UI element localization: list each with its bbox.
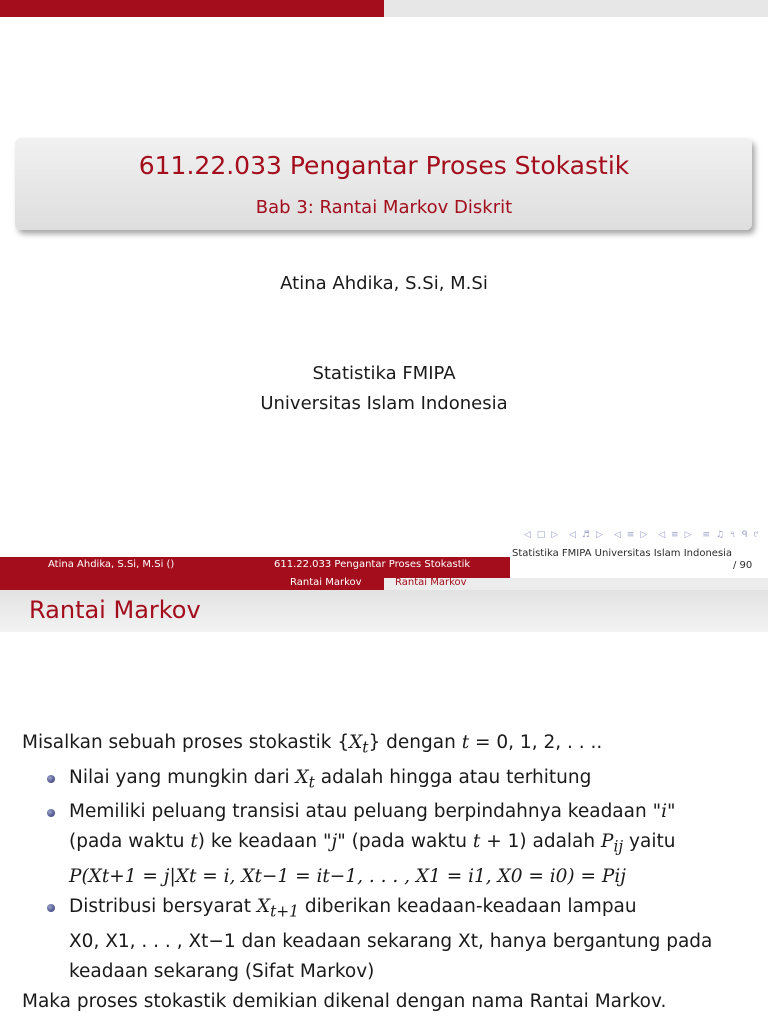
footer-author: Atina Ahdika, S.Si, M.Si () bbox=[48, 559, 175, 570]
b2-text-b: ) ke keadaan " bbox=[197, 831, 332, 853]
nav-forward-icon[interactable]: ৭ bbox=[730, 530, 738, 540]
intro-text-a: Misalkan sebuah proses stokastik { bbox=[22, 732, 350, 753]
b2-text-c: " (pada waktu bbox=[337, 831, 473, 853]
b1-text-d: adalah hingga atau terhitung bbox=[314, 766, 592, 788]
section-bar bbox=[0, 578, 768, 590]
slide-subtitle: Bab 3: Rantai Markov Diskrit bbox=[255, 197, 513, 218]
nav-section-prev-icon[interactable]: ◁ bbox=[613, 530, 623, 540]
intro-line bbox=[22, 728, 752, 763]
slide-title: 611.22.033 Pengantar Proses Stokastik bbox=[138, 151, 630, 180]
conclusion-text: Maka proses stokastik demikian dikenal dengan nama Rantai Markov. bbox=[22, 990, 667, 1012]
b2-var-p: P bbox=[601, 831, 614, 853]
intro-var-t: t bbox=[461, 732, 470, 753]
b2-quote-end: " bbox=[667, 801, 676, 823]
intro-sub-t: t bbox=[362, 738, 369, 757]
nav-doc-prev-icon[interactable]: ◁ bbox=[658, 530, 668, 540]
b2-line1: Memiliki peluang transisi atau peluang berpindahnya keadaan " bbox=[69, 801, 662, 823]
frame-content bbox=[22, 728, 752, 1017]
nav-section-icon[interactable]: ≡ bbox=[626, 530, 637, 540]
b2-text-d: + 1) adalah bbox=[480, 831, 601, 853]
b3-text-b: diberikan keadaan-keadaan lampau bbox=[298, 896, 637, 918]
nav-back-icon[interactable]: ♫ bbox=[715, 530, 726, 540]
b1-sub-t: t bbox=[308, 773, 315, 792]
nav-subsection-prev-icon[interactable]: ◁ bbox=[569, 530, 578, 540]
b3-sub-t1: t+1 bbox=[270, 902, 299, 921]
b1-var-x: X bbox=[295, 766, 309, 788]
subsection-name[interactable]: Rantai Markov bbox=[395, 577, 467, 588]
section-name[interactable]: Rantai Markov bbox=[290, 577, 362, 588]
nav-doc-icon[interactable]: ≡ bbox=[671, 530, 681, 540]
b3-var-x: X bbox=[256, 896, 271, 918]
nav-section-next-icon[interactable]: ▷ bbox=[640, 530, 650, 540]
nav-align-icon[interactable]: ≡ bbox=[702, 530, 712, 540]
list-item bbox=[22, 892, 752, 987]
b2-text-e: yaitu bbox=[623, 831, 676, 853]
bullet-icon bbox=[47, 775, 55, 783]
b2-var-t1: t bbox=[472, 831, 481, 853]
list-item bbox=[22, 763, 752, 798]
bullet-icon bbox=[47, 809, 55, 817]
footer-institution: Statistika FMIPA Universitas Islam Indonesia bbox=[512, 548, 733, 559]
institution-department: Statistika FMIPA bbox=[312, 363, 456, 384]
intro-var-x: X bbox=[349, 732, 363, 753]
nav-subsection-icon[interactable]: ♬ bbox=[581, 530, 593, 540]
author-name: Atina Ahdika, S.Si, M.Si bbox=[280, 273, 488, 294]
b2-text-a: (pada waktu bbox=[69, 831, 191, 853]
list-item bbox=[22, 797, 752, 892]
markov-formula: P(Xt+1 = j|Xt = i, Xt−1 = it−1, . . . , X1 = i1, X0 = i0) = Pij bbox=[69, 866, 627, 888]
nav-search-icon[interactable]: ᑫ bbox=[741, 530, 750, 540]
b2-var-i: i bbox=[661, 801, 668, 823]
footer-right-block bbox=[510, 557, 768, 579]
slide-footer bbox=[0, 548, 768, 579]
frame-title: Rantai Markov bbox=[29, 596, 201, 624]
b2-var-t: t bbox=[190, 831, 198, 853]
top-bar-right bbox=[384, 0, 768, 17]
top-bar-left bbox=[0, 0, 384, 17]
nav-subsection-next-icon[interactable]: ▷ bbox=[596, 530, 605, 540]
navigation-symbols[interactable] bbox=[490, 527, 760, 541]
nav-frame-icon[interactable]: □ bbox=[536, 530, 548, 540]
nav-zoom-icon[interactable]: ୯ bbox=[753, 530, 760, 540]
intro-text-d: } dengan bbox=[368, 732, 462, 753]
intro-text-f: = 0, 1, 2, . . .. bbox=[469, 732, 603, 753]
nav-doc-next-icon[interactable]: ▷ bbox=[684, 530, 694, 540]
footer-page-number: / 90 bbox=[733, 560, 753, 571]
b3-line2: X0, X1, . . . , Xt−1 dan keadaan sekarang Xt, hanya bergantung pada bbox=[69, 930, 713, 952]
top-progress-bar bbox=[0, 0, 768, 17]
b2-sub-ij: ij bbox=[613, 838, 624, 857]
b2-var-j: j bbox=[331, 831, 338, 853]
footer-title: 611.22.033 Pengantar Proses Stokastik bbox=[274, 559, 471, 570]
b3-line3: keadaan sekarang (Sifat Markov) bbox=[69, 960, 375, 982]
institution-university: Universitas Islam Indonesia bbox=[260, 393, 508, 414]
b1-text-a: Nilai yang mungkin dari bbox=[69, 766, 296, 788]
nav-frame-prev-icon[interactable]: ◁ bbox=[523, 530, 533, 540]
b3-text-a: Distribusi bersyarat bbox=[69, 896, 257, 918]
nav-frame-next-icon[interactable]: ▷ bbox=[551, 530, 561, 540]
bullet-icon bbox=[47, 904, 55, 912]
